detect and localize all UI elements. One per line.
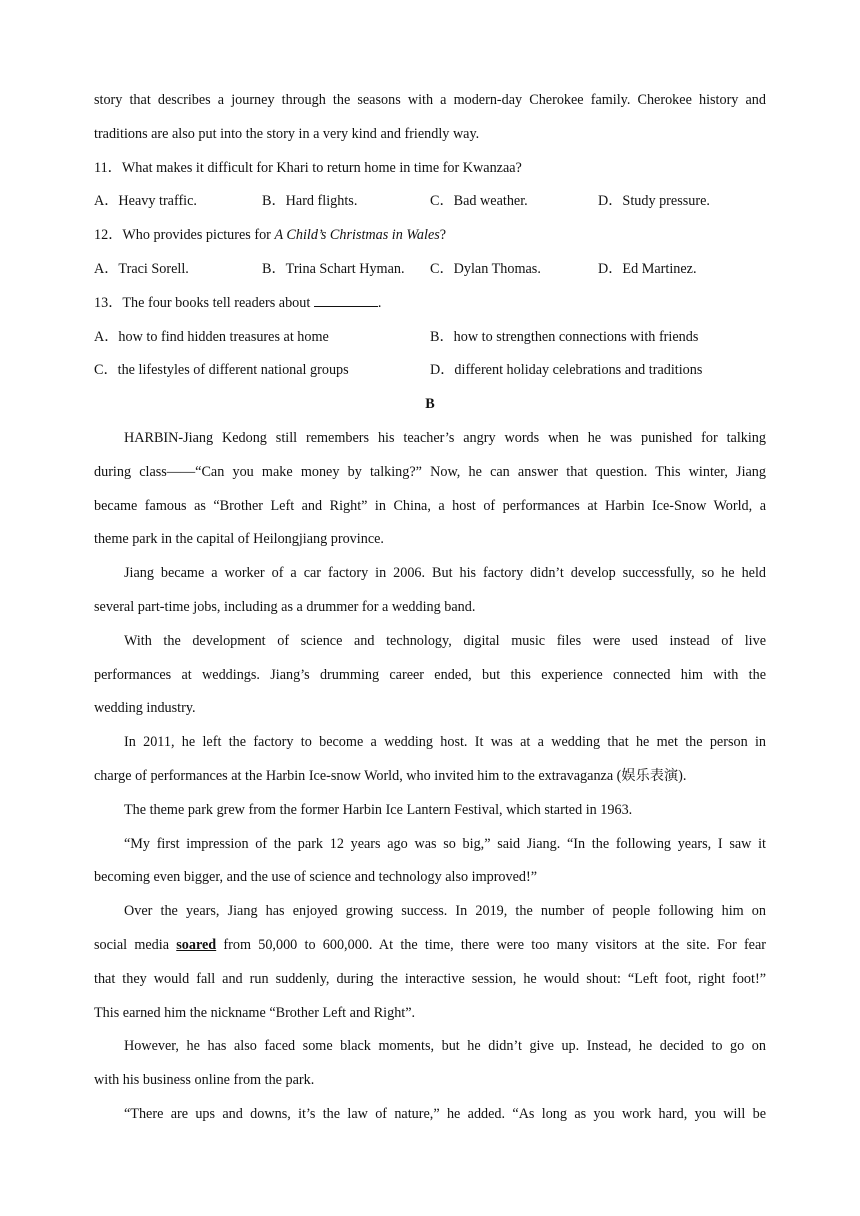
question-11-stem: 11．What makes it difficult for Khari to return home in time for Kwanzaa? [94, 159, 522, 176]
question-13-options-row-1 [94, 325, 766, 359]
q11-option-a: A．Heavy traffic. [94, 193, 197, 210]
p7-line-3: that they would fall and run suddenly, during the interactive session, he would shout: “Left foot, right foot!” [94, 970, 766, 987]
q12-stem-text: 12．Who provides pictures for [94, 227, 275, 244]
q11-option-c: C．Bad weather. [430, 193, 528, 210]
intro-line-2: traditions are also put into the story in a very kind and friendly way. [94, 125, 480, 142]
intro-line-1: story that describes a journey through the seasons with a modern-day Cherokee family. Cherokee history and [94, 92, 766, 108]
q12-option-a: A．Traci Sorell. [94, 260, 189, 277]
p9-line-1: “There are ups and downs, it’s the law of nature,” he added. “As long as you work hard, you will be [124, 1105, 766, 1122]
p1-line-4: theme park in the capital of Heilongjiang province. [94, 531, 384, 548]
p1-line-1: HARBIN-Jiang Kedong still remembers his teacher’s angry words when he was punished for talking [124, 429, 766, 446]
q11-option-d: D．Study pressure. [598, 193, 710, 210]
p4-line-1: In 2011, he left the factory to become a wedding host. It was at a wedding that he met the person in [124, 734, 766, 751]
q13-stem-text: 13．The four books tell readers about [94, 294, 314, 311]
p5-line-1: The theme park grew from the former Harbin Ice Lantern Festival, which started in 1963. [124, 801, 633, 818]
q11-option-b: B．Hard flights. [262, 193, 358, 210]
q12-book-title: A Child’s Christmas in Wales [274, 227, 440, 244]
p8-line-2: with his business online from the park. [94, 1072, 315, 1089]
section-b-heading: B [425, 396, 435, 413]
q13-option-b: B．how to strengthen connections with friends [430, 328, 699, 345]
p1-line-2: during class——“Can you make money by talking?” Now, he can answer that question. This winter, Jiang [94, 463, 766, 480]
underlined-word-soared: soared [176, 936, 217, 953]
p7-line-2-start: social media [94, 936, 177, 953]
question-13-options-row-2 [94, 358, 766, 392]
q12-option-d: D．Ed Martinez. [598, 260, 697, 277]
p2-line-1: Jiang became a worker of a car factory in 2006. But his factory didn’t develop successfully, so he held [124, 565, 766, 582]
question-12-stem [94, 223, 766, 257]
p7-line-2-end: from 50,000 to 600,000. At the time, there were too many visitors at the site. For fear [216, 936, 766, 953]
answer-blank [314, 292, 378, 307]
p3-line-2: performances at weddings. Jiang’s drumming career ended, but this experience connected him with the [94, 666, 766, 683]
p7-line-4: This earned him the nickname “Brother Left and Right”. [94, 1004, 416, 1021]
question-13-stem [94, 291, 766, 325]
question-12-options [94, 257, 766, 291]
p3-line-1: With the development of science and technology, digital music files were used instead of live [124, 632, 766, 649]
p1-line-3: became famous as “Brother Left and Right” in China, a host of performances at Harbin Ice-Snow World, a [94, 497, 766, 514]
q12-option-c: C．Dylan Thomas. [430, 260, 541, 277]
p8-line-1: However, he has also faced some black moments, but he didn’t give up. Instead, he decided to go on [124, 1038, 766, 1055]
p7-line-2 [94, 933, 766, 967]
p6-line-1: “My first impression of the park 12 years ago was so big,” said Jiang. “In the following years, I saw it [124, 835, 766, 852]
p6-line-2: becoming even bigger, and the use of science and technology also improved!” [94, 869, 538, 886]
p2-line-2: several part-time jobs, including as a drummer for a wedding band. [94, 598, 476, 615]
q13-option-a: A．how to find hidden treasures at home [94, 328, 329, 345]
q12-option-b: B．Trina Schart Hyman. [262, 260, 405, 277]
q13-option-d: D．different holiday celebrations and traditions [430, 362, 703, 379]
q12-stem-end: ? [439, 227, 447, 244]
question-11-options [94, 189, 766, 223]
p7-line-1: Over the years, Jiang has enjoyed growing success. In 2019, the number of people following him on [124, 903, 766, 920]
q13-stem-end: . [377, 294, 382, 311]
p4-line-2: charge of performances at the Harbin Ice-snow World, who invited him to the extravaganza (娱乐表演). [94, 767, 687, 784]
p3-line-3: wedding industry. [94, 700, 196, 717]
q13-option-c: C．the lifestyles of different national groups [94, 362, 349, 379]
document-page [94, 88, 766, 1136]
